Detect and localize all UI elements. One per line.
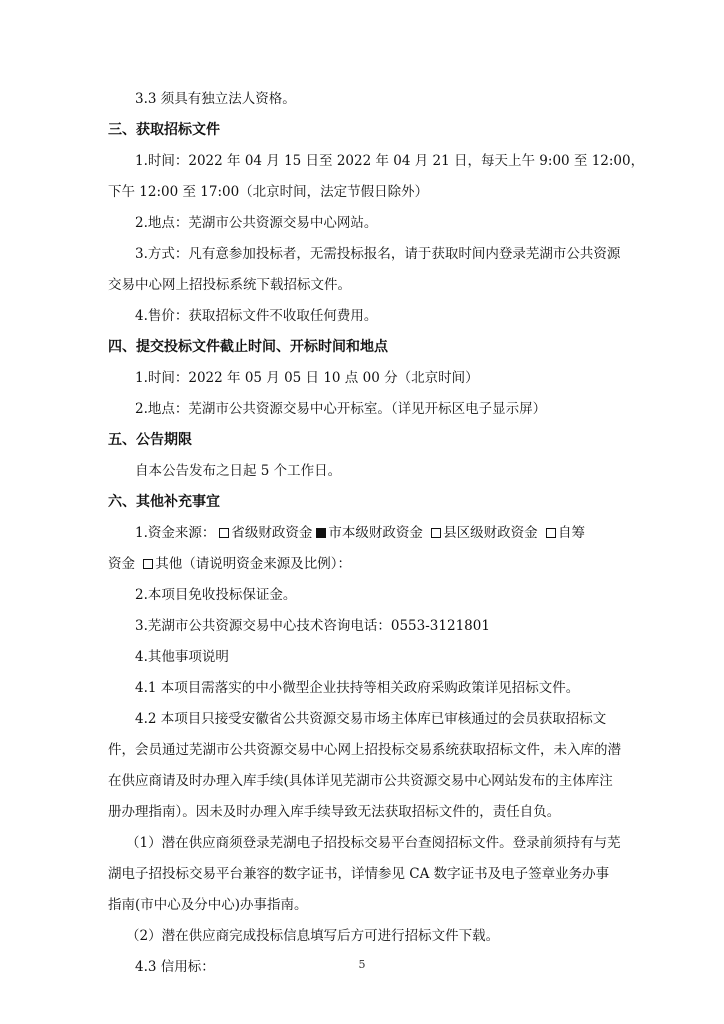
fund-option-self-a: 自筹 <box>557 525 585 541</box>
paragraph: 4.其他事项说明 <box>135 649 229 665</box>
paragraph: 3.方式：凡有意参加投标者，无需投标报名，请于获取时间内登录芜湖市公共资源交易中心网上招投标系统下载招标文件。 <box>108 246 621 293</box>
paragraph: 4.2 本项目只接受安徽省公共资源交易市场主体库已审核通过的会员获取招标文件，会员通过芜湖市公共资源交易中心网上招投标交易系统获取招标文件，未入库的潜在供应商请及时办理入库手续(具体详见芜湖市公共资源交易中心网站发布的主体库注册办理指南）。因未及时办理入库手续导致无法获取招标文件的，责任自负。 <box>108 711 621 820</box>
paragraph: 4.3 信用标： <box>135 959 215 975</box>
section-heading: 四、提交投标文件截止时间、开标时间和地点 <box>108 339 388 355</box>
paragraph: （2）潜在供应商完成投标信息填写后方可进行招标文件下载。 <box>126 928 500 944</box>
checkbox-icon <box>143 559 153 569</box>
section-heading: 六、其他补充事宜 <box>108 494 220 510</box>
checkbox-icon <box>546 528 556 538</box>
checkbox-icon <box>431 528 441 538</box>
fund-option-county: 县区级财政资金 <box>443 525 538 541</box>
fund-option-municipal: 市本级财政资金 <box>328 525 423 541</box>
paragraph: 下午 12:00 至 17:00（北京时间，法定节假日除外） <box>108 184 429 200</box>
page-number: 5 <box>358 958 366 971</box>
paragraph: 1.时间：2022 年 05 月 05 日 10 点 00 分（北京时间） <box>135 370 479 386</box>
fund-option-self-b: 资金 <box>108 556 135 572</box>
paragraph: 4.1 本项目需落实的中小微型企业扶持等相关政府采购政策详见招标文件。 <box>135 680 580 696</box>
section-heading: 五、公告期限 <box>108 432 192 448</box>
fund-source-line-2 <box>108 549 622 580</box>
paragraph: 3.芜湖市公共资源交易中心技术咨询电话：0553-3121801 <box>135 618 490 634</box>
section-heading: 三、获取招标文件 <box>108 122 220 138</box>
paragraph: 4.售价：获取招标文件不收取任何费用。 <box>135 308 378 324</box>
paragraph: 2.地点：芜湖市公共资源交易中心开标室。（详见开标区电子显示屏） <box>135 401 547 417</box>
checkbox-icon <box>219 528 229 538</box>
paragraph: 自本公告发布之日起 5 个工作日。 <box>135 463 342 479</box>
paragraph: 2.地点：芜湖市公共资源交易中心网站。 <box>135 215 378 231</box>
paragraph: 2.本项目免收投标保证金。 <box>135 587 297 603</box>
fund-source-label: 1.资金来源： <box>135 525 216 541</box>
fund-option-provincial: 省级财政资金 <box>231 525 313 541</box>
paragraph: 1.时间：2022 年 04 月 15 日至 2022 年 04 月 21 日，每天上午 9:00 至 12:00， <box>135 153 645 169</box>
checkbox-checked-icon <box>316 528 326 538</box>
fund-source-line <box>108 518 622 549</box>
fund-option-other: 其他（请说明资金来源及比例）： <box>155 556 352 572</box>
paragraph: （1）潜在供应商须登录芜湖电子招投标交易平台查阅招标文件。登录前须持有与芜湖电子招投标交易平台兼容的数字证书，详情参见 CA 数字证书及电子签章业务办事指南(市中心及分中心)办事指南。 <box>108 835 621 913</box>
paragraph: 3.3 须具有独立法人资格。 <box>135 91 296 107</box>
